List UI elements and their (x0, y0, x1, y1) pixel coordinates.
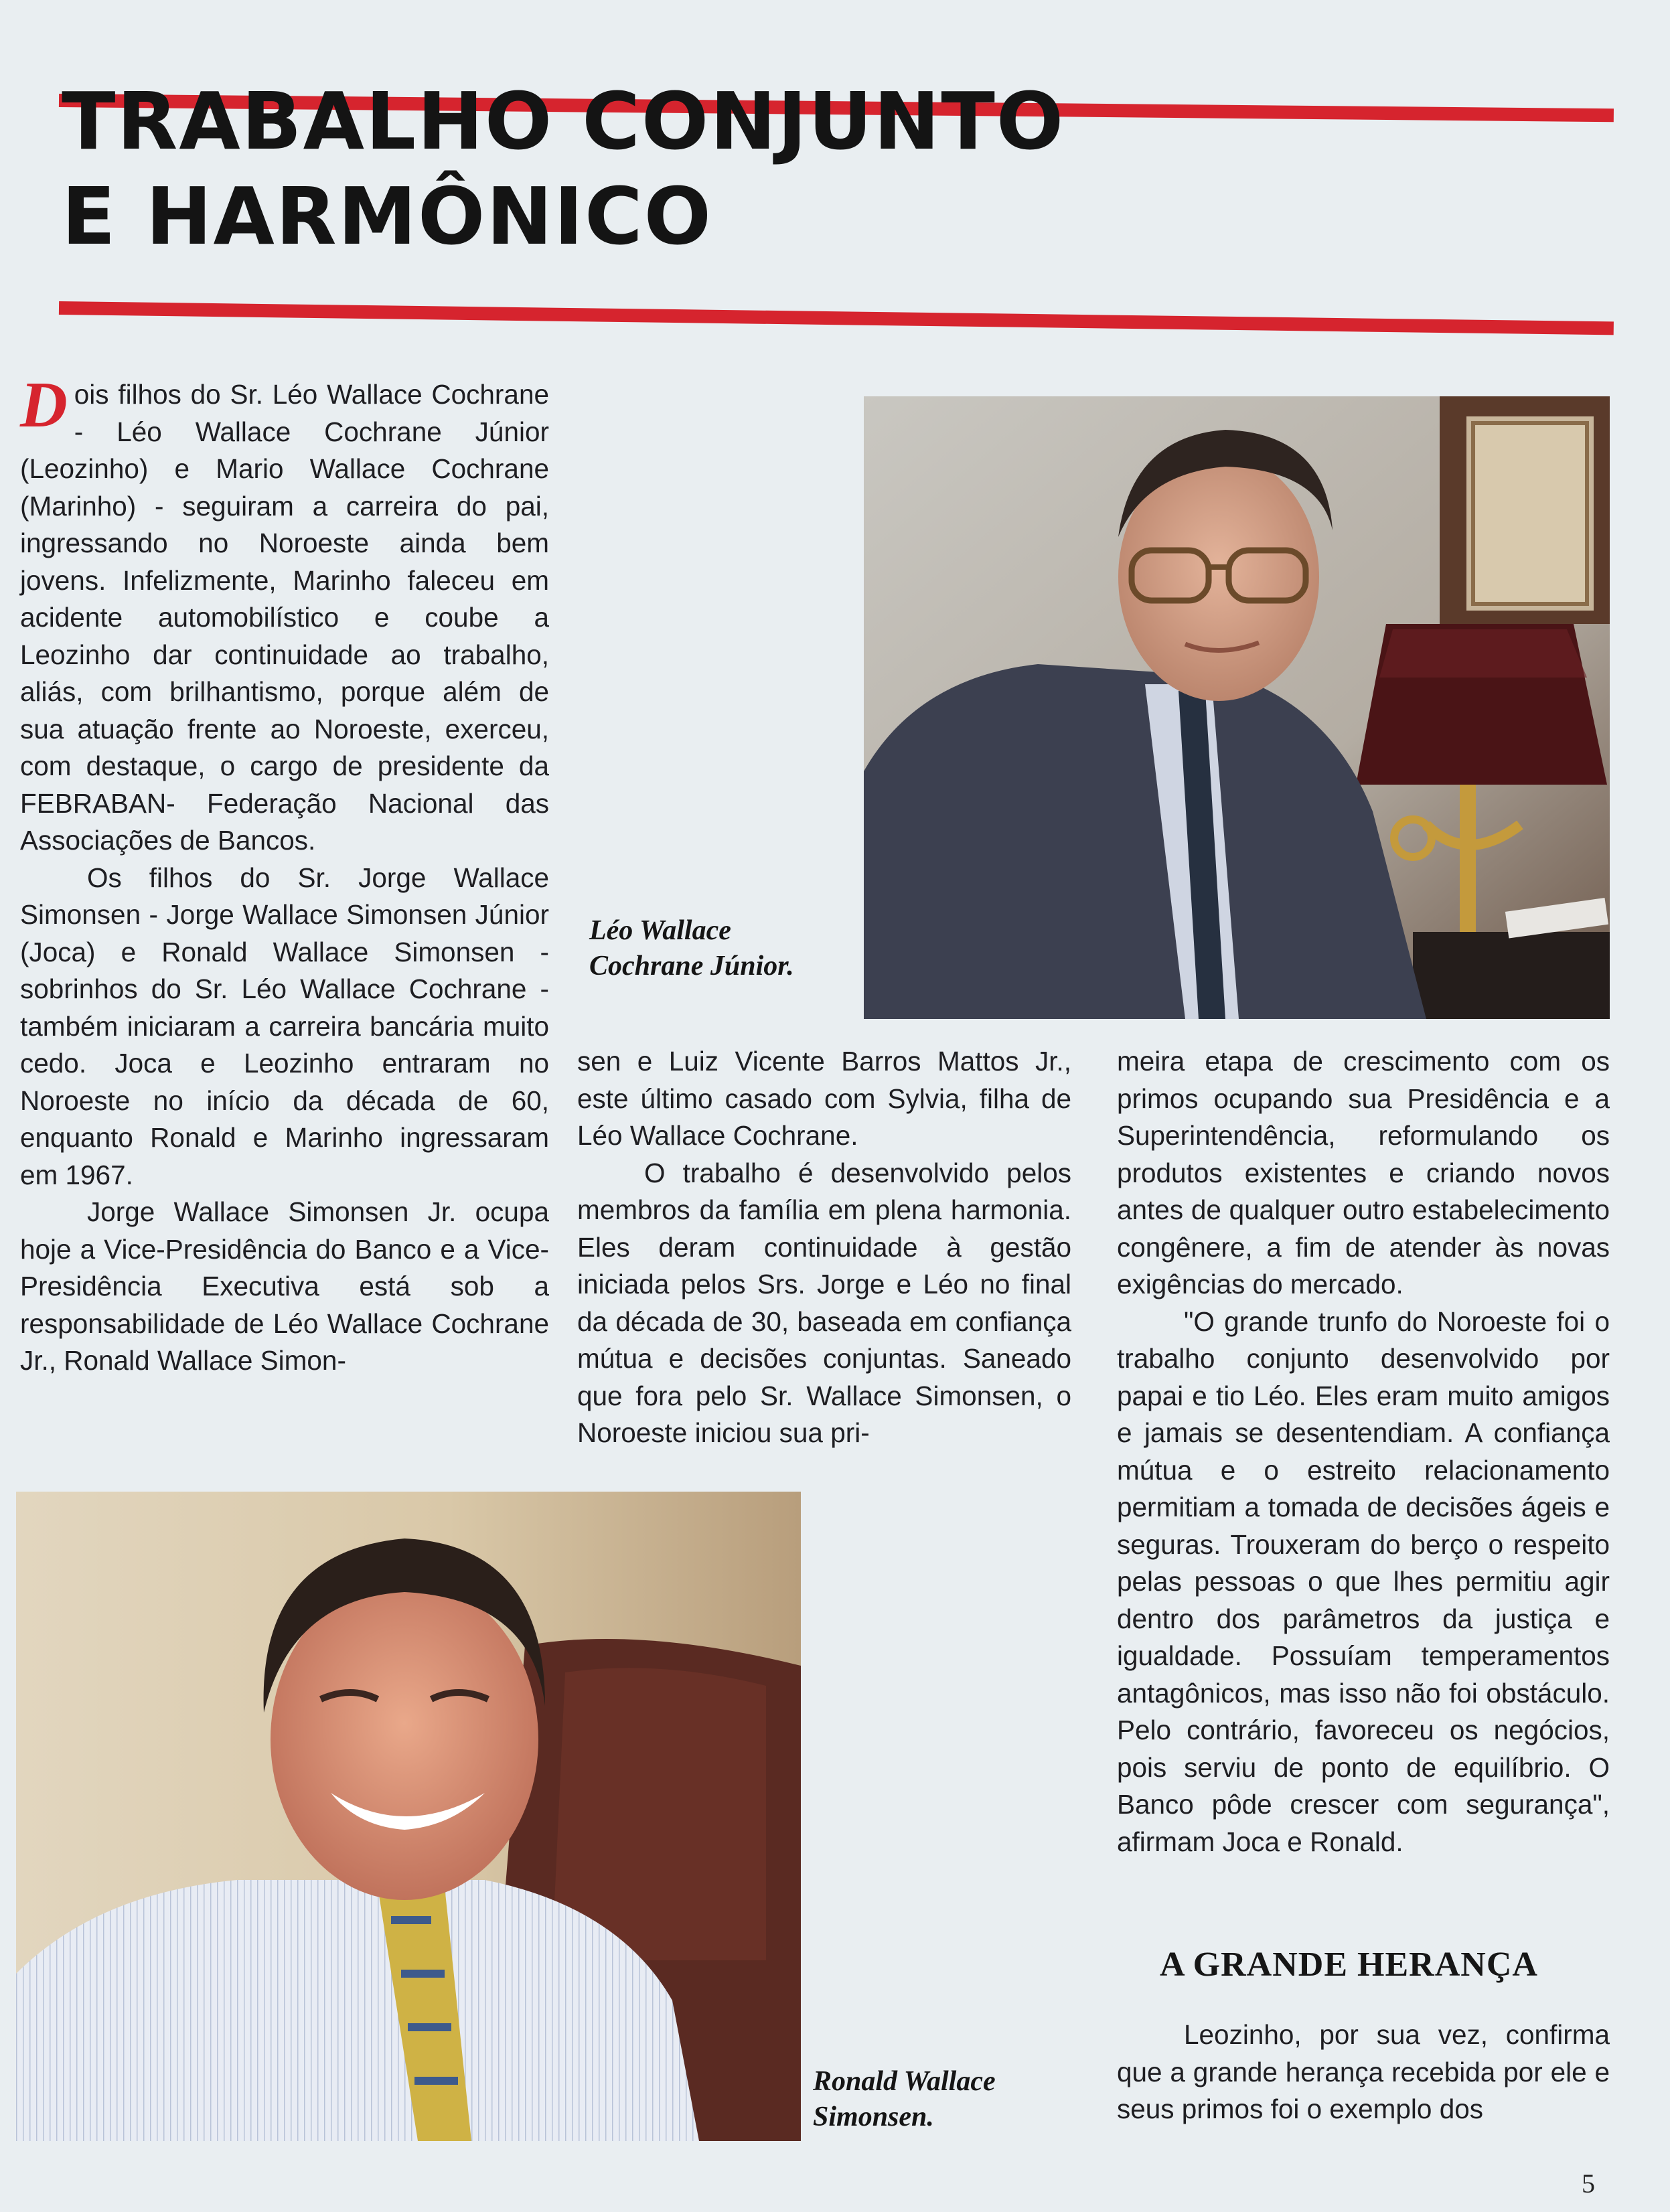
paragraph-5: O trabalho é desenvolvido pelos membros da família em plena harmonia. Eles deram continuidade à gestão iniciada pelos Srs. Jorge e Léo no final da década de 30, baseada em confiança mútua e decisões conjuntas. Saneado que fora pelo Sr. Wallace Simonsen, o Noroeste iniciou sua pri- (577, 1157, 1071, 1448)
photo-caption-ronald (813, 2064, 996, 2135)
text-column-3-continued (1117, 2017, 1610, 2128)
portrait-photo-leo (864, 396, 1610, 1019)
photo-caption-leo (589, 913, 794, 984)
text-column-3 (1117, 1043, 1610, 1861)
paragraph-4: sen e Luiz Vicente Barros Mattos Jr., este último casado com Sylvia, filha de Léo Wallace Cochrane. (577, 1046, 1071, 1151)
title-line-2: E HARMÔNICO (62, 170, 712, 262)
lower-red-rule (59, 301, 1614, 335)
portrait-photo-ronald-image (16, 1492, 801, 2141)
paragraph-7: "O grande trunfo do Noroeste foi o trabalho conjunto desenvolvido por papai e tio Léo. Eles eram muito amigos e jamais se desentendiam. A confiança mútua e o estreito relacionamento permitiam a tomada de decisões ágeis e seguras. Trouxeram do berço o respeito pelas pessoas o que lhes permitiu agir dentro dos parâmetros da justiça e igualdade. Possuíam temperamentos antagônicos, mas isso não foi obstáculo. Pelo contrário, favoreceu os negócios, pois serviu de ponto de equilíbrio. O Banco pôde crescer com segurança", afirmam Joca e Ronald. (1117, 1306, 1610, 1857)
paragraph-6: meira etapa de crescimento com os primos ocupando sua Presidência e a Superintendência, reformulando os produtos existentes e criando novos antes de qualquer outro estabelecimento congênere, a fim de atender às novas exigências do mercado. (1117, 1046, 1610, 1299)
title-line-1: TRABALHO CONJUNTO (62, 75, 1065, 167)
section-subhead: A GRANDE HERANÇA (1160, 1946, 1538, 1984)
text-column-1 (20, 369, 549, 1380)
photo-caption-leo-line-2: Cochrane Júnior. (589, 951, 794, 981)
paragraph-3: Jorge Wallace Simonsen Jr. ocupa hoje a Vice-Presidência do Banco e a Vice-Presidência Executiva está sob a responsabilidade de Léo Wallace Cochrane Jr., Ronald Wallace Simon- (20, 1196, 549, 1376)
paragraph-2: Os filhos do Sr. Jorge Wallace Simonsen - Jorge Wallace Simonsen Júnior (Joca) e Ronald Wallace Simonsen - sobrinhos do Sr. Léo Wallace Cochrane - também iniciaram a carreira bancária muito cedo. Joca e Leozinho entraram no Noroeste no início da década de 60, enquanto Ronald e Marinho ingressaram em 1967. (20, 862, 549, 1190)
photo-caption-leo-line-1: Léo Wallace (589, 915, 731, 946)
page-number: 5 (1582, 2168, 1595, 2199)
text-column-2 (577, 1043, 1071, 1452)
portrait-photo-ronald (16, 1492, 801, 2141)
portrait-photo-leo-image (864, 396, 1610, 1019)
photo-caption-ronald-line-2: Simonsen. (813, 2102, 934, 2132)
paragraph-1-text: ois filhos do Sr. Léo Wallace Cochrane - Léo Wallace Cochrane Júnior (Leozinho) e Mario Wallace Cochrane (Marinho) - seguiram a carreira do pai, ingressando no Noroeste ainda bem jovens. Infelizmente, Marinho faleceu em acidente automobilístico e coube a Leozinho dar continuidade ao trabalho, aliás, com brilhantismo, porque além de sua atuação frente ao Noroeste, exerceu, com destaque, o cargo de presidente da FEBRABAN- Federação Nacional das Associações de Bancos. (20, 379, 549, 856)
paragraph-1 (20, 369, 549, 860)
page-title (62, 74, 1133, 264)
photo-caption-ronald-line-1: Ronald Wallace (813, 2066, 996, 2097)
drop-cap: D (20, 369, 68, 441)
paragraph-8: Leozinho, por sua vez, confirma que a grande herança recebida por ele e seus primos foi o exemplo dos (1117, 2019, 1610, 2124)
